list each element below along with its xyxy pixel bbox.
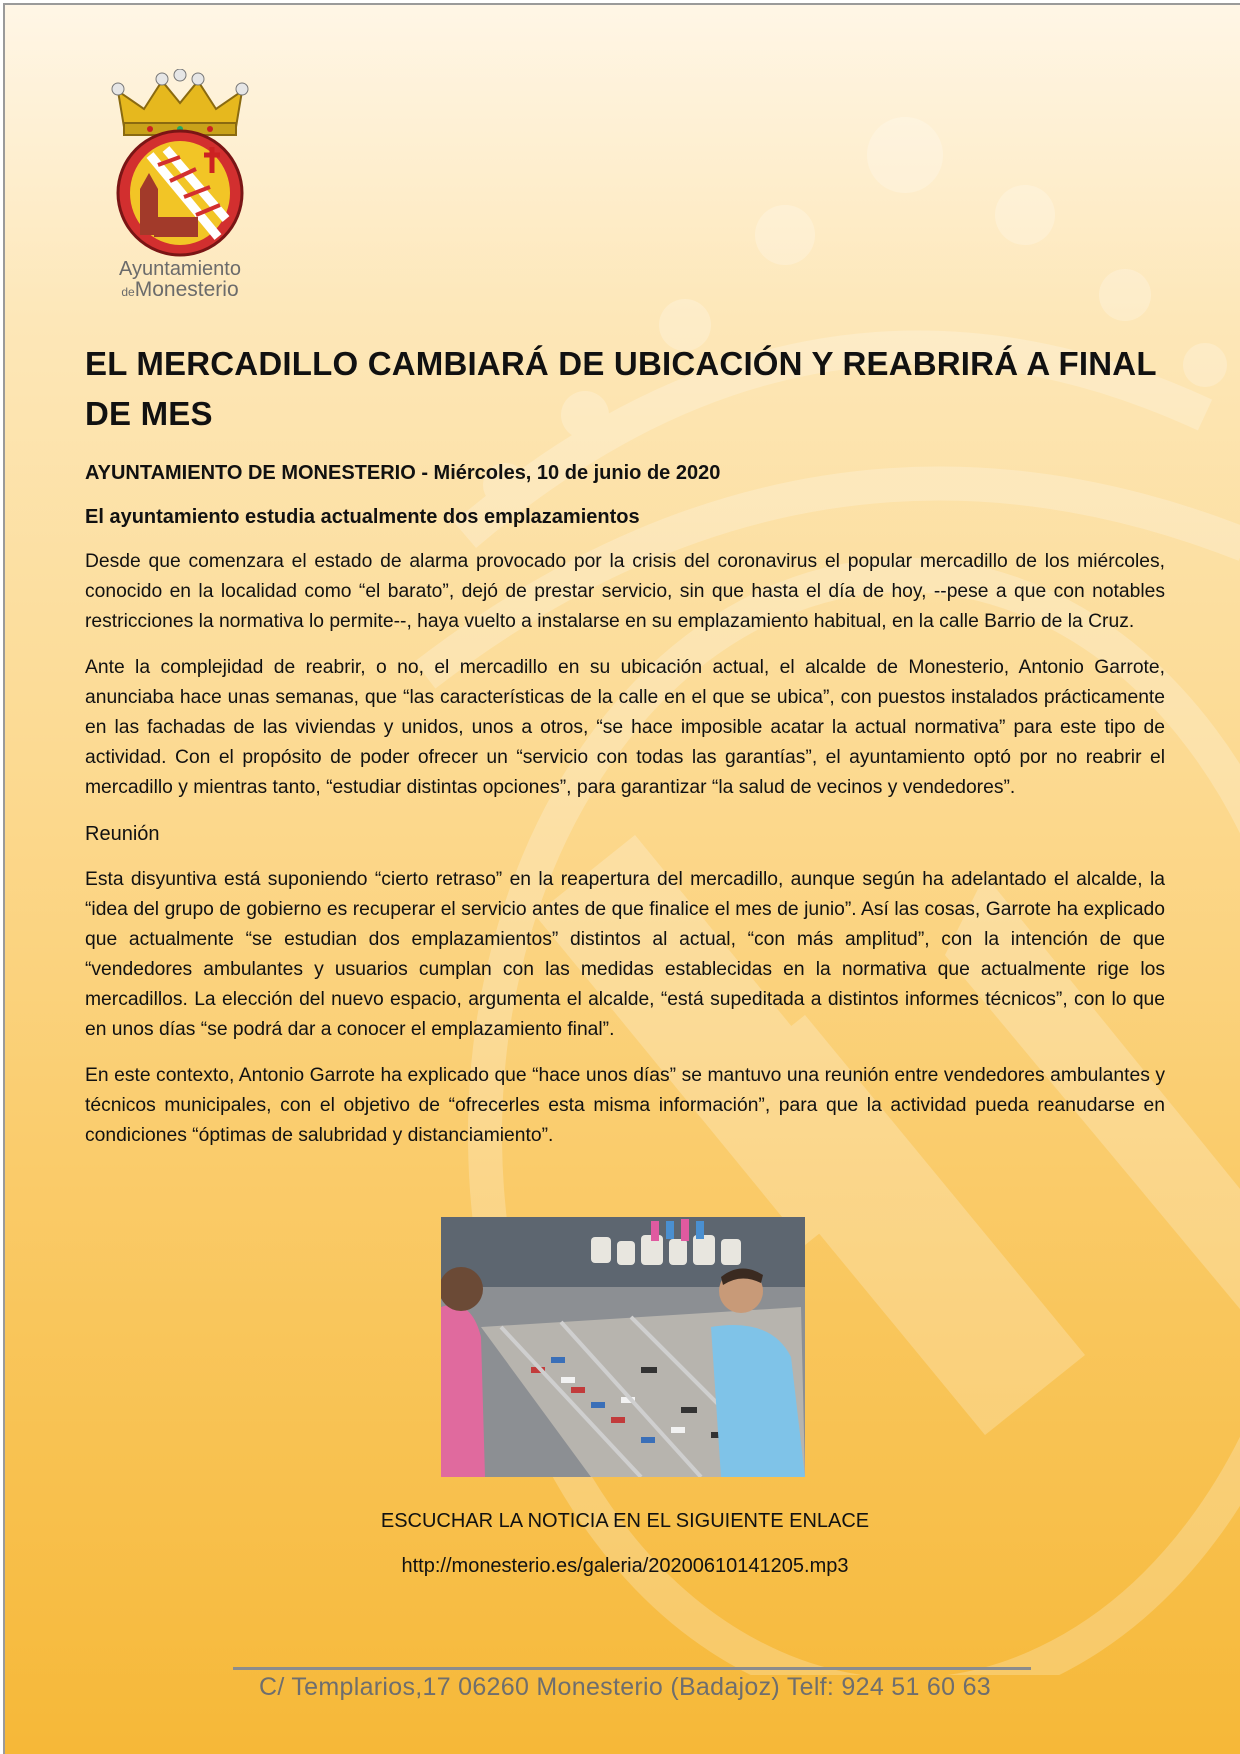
footer-divider <box>233 1667 1031 1670</box>
article-title: EL MERCADILLO CAMBIARÁ DE UBICACIÓN Y REABRIRÁ A FINAL DE MES <box>85 345 1157 432</box>
listen-label: ESCUCHAR LA NOTICIA EN EL SIGUIENTE ENLACE <box>380 1510 870 1532</box>
paragraph-3: Esta disyuntiva está suponiendo “cierto retraso” en la reapertura del mercadillo, aunque según ha adelantado el alcalde, la “idea del grupo de gobierno es recuperar el servicio antes de que finalice el mes de junio”. Así las cosas, Garrote ha explicado que actualmente “se estudian dos emplazamientos” distintos al actual, “con más amplitud”, con la intención de que “vendedores ambulantes y usuarios cumplan con las medidas establecidas en la normativa que actualmente rige los mercadillos. La elección del nuevo espacio, argumenta el alcalde, “está supeditada a distintos informes técnicos”, con lo que en unos días “se podrá dar a conocer el emplazamiento final”. <box>85 869 1165 1040</box>
article-meta: AYUNTAMIENTO DE MONESTERIO - Miércoles, 10 de junio de 2020 <box>85 462 721 484</box>
article-subtitle: El ayuntamiento estudia actualmente dos emplazamientos <box>85 506 640 528</box>
logo-line-1: Ayuntamiento <box>119 258 241 280</box>
document-page <box>3 3 1240 1754</box>
market-photo <box>441 1217 805 1477</box>
audio-link[interactable]: http://monesterio.es/galeria/20200610141205.mp3 <box>401 1555 849 1577</box>
section-heading: Reunión <box>85 823 160 845</box>
logo-line-2 <box>105 279 255 300</box>
paragraph-4: En este contexto, Antonio Garrote ha explicado que “hace unos días” se mantuvo una reunión entre vendedores ambulantes y técnicos municipales, con el objetivo de “ofrecerles esta misma información”, para que la actividad pueda reanudarse en condiciones “óptimas de salubridad y distanciamiento”. <box>85 1065 1165 1146</box>
article <box>85 339 1165 1151</box>
footer-address: C/ Templarios,17 06260 Monesterio (Badajoz) Telf: 924 51 60 63 <box>258 1673 991 1701</box>
logo-line-2-prefix: de <box>121 285 135 299</box>
paragraph-2: Ante la complejidad de reabrir, o no, el mercadillo en su ubicación actual, el alcalde de Monesterio, Antonio Garrote, anunciaba hace unas semanas, que “las características de la calle en el que se ubica”, con puestos instalados prácticamente en las fachadas de las viviendas y unidos, unos a otros, “se hace imposible acatar la actual normativa” para este tipo de actividad. Con el propósito de poder ofrecer un “servicio con todas las garantías”, el ayuntamiento optó por no reabrir el mercadillo y mientras tanto, “estudiar distintas opciones”, para garantizar “la salud de vecinos y vendedores”. <box>85 657 1165 798</box>
logo-line-2-name: Monesterio <box>134 278 239 301</box>
logo-caption <box>105 259 255 300</box>
paragraph-1: Desde que comenzara el estado de alarma provocado por la crisis del coronavirus el popular mercadillo de los miércoles, conocido en la localidad como “el barato”, dejó de prestar servicio, sin que hasta el día de hoy, --pese a que con notables restricciones la normativa lo permite--, haya vuelto a instalarse en su emplazamiento habitual, en la calle Barrio de la Cruz. <box>85 551 1165 632</box>
